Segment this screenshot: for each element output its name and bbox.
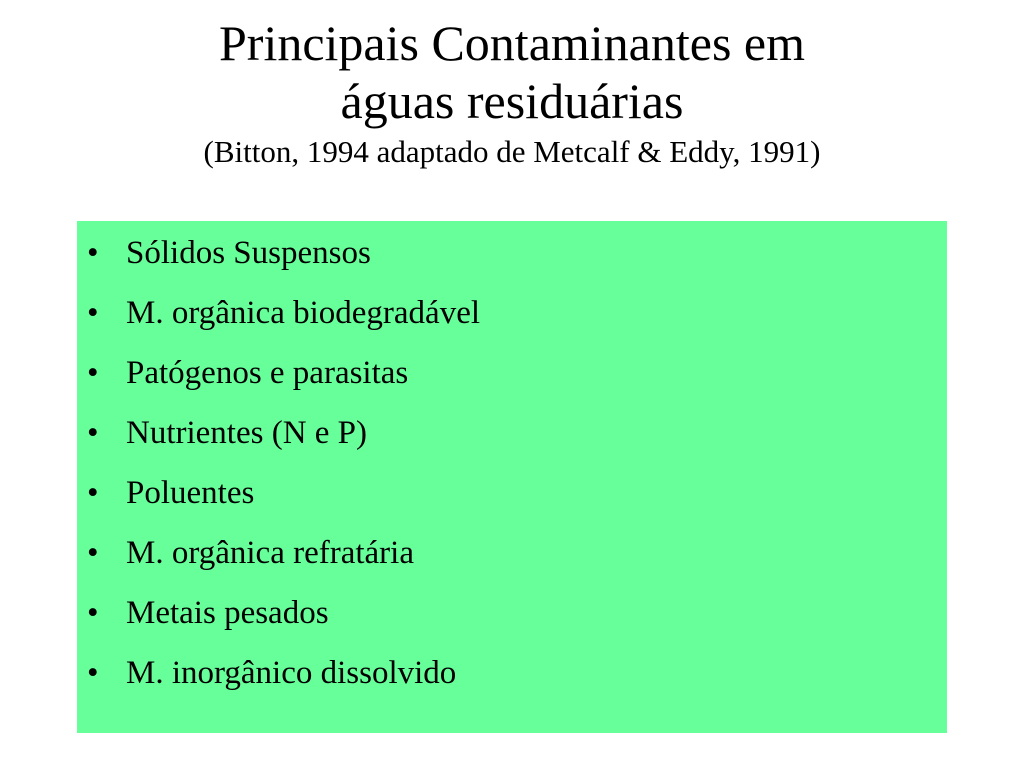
- list-item: [77, 531, 947, 591]
- list-item: [77, 351, 947, 411]
- bullet-icon: •: [87, 475, 99, 511]
- list-item-text: M. orgânica biodegradável: [126, 295, 481, 331]
- list-item: [77, 651, 947, 711]
- bullet-icon: •: [87, 535, 99, 571]
- contaminants-box: [77, 221, 947, 733]
- title-line-1: Principais Contaminantes em: [218, 15, 805, 71]
- list-item: [77, 291, 947, 351]
- bullet-icon: •: [87, 415, 99, 451]
- list-item: [77, 591, 947, 651]
- list-item-text: Nutrientes (N e P): [126, 415, 368, 451]
- list-item-text: Sólidos Suspensos: [126, 235, 371, 271]
- title-citation: (Bitton, 1994 adaptado de Metcalf & Eddy, 1991): [203, 134, 821, 169]
- list-item: [77, 411, 947, 471]
- list-item: [77, 471, 947, 531]
- list-item-text: M. orgânica refratária: [126, 535, 414, 571]
- slide-title: [0, 14, 1024, 172]
- bullet-icon: •: [87, 655, 99, 691]
- bullet-icon: •: [87, 355, 99, 391]
- title-line-2: águas residuárias: [340, 73, 684, 129]
- bullet-icon: •: [87, 295, 99, 331]
- list-item-text: Poluentes: [126, 475, 255, 511]
- list-item-text: Patógenos e parasitas: [126, 355, 409, 391]
- list-item: [77, 231, 947, 291]
- bullet-icon: •: [87, 235, 99, 271]
- list-item-text: M. inorgânico dissolvido: [126, 655, 457, 691]
- list-item-text: Metais pesados: [126, 595, 329, 631]
- contaminants-list: [77, 231, 947, 711]
- bullet-icon: •: [87, 595, 99, 631]
